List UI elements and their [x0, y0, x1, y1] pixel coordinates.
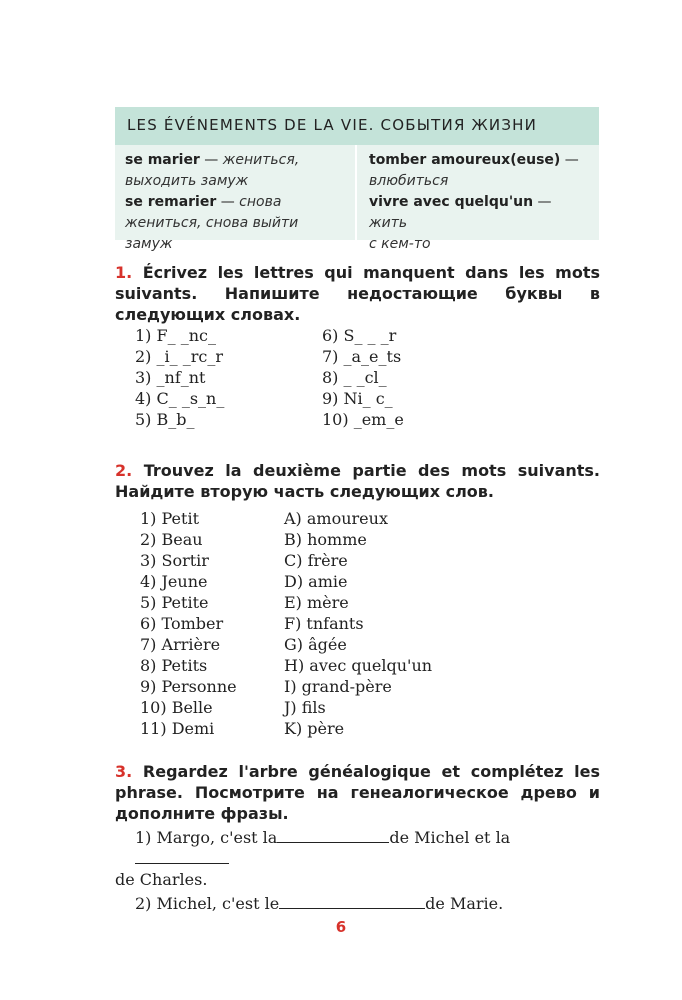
- answer-blank[interactable]: [279, 894, 425, 909]
- list-item: 4) C_ _s_n_: [135, 389, 225, 408]
- list-item: A) amoureux: [284, 509, 388, 528]
- exercise-1-title: 1. Écrivez les lettres qui manquent dans les mots suivants. Напишите недостающие буквы в следующих словах.: [115, 263, 600, 324]
- vocabulary-body: [115, 145, 599, 252]
- list-item: 6) Tomber: [140, 614, 224, 633]
- exercise-3: [115, 761, 600, 914]
- vocab-term: tomber amoureux(euse): [369, 152, 561, 168]
- vocab-translation: выходить замуж: [125, 173, 249, 189]
- exercise-3-title: 3. Regardez l'arbre généalogique et complétez les phrase. Посмотрите на генеалогическое древо и дополните фразы.: [115, 762, 600, 823]
- vocabulary-right-column: tomber amoureux(euse) — влюбиться vivre avec quelqu'un — жить с кем-то: [357, 145, 599, 240]
- answer-blank[interactable]: [277, 828, 389, 843]
- sentence-1: 1) Margo, c'est la de Michel et la: [115, 827, 600, 869]
- exercise-number: 2.: [115, 461, 133, 480]
- list-item: 8) _ _cl_: [322, 368, 387, 387]
- list-item: C) frère: [284, 551, 348, 570]
- list-item: 10) _em_e: [322, 410, 404, 429]
- list-item: 1) F_ _nc_: [135, 326, 216, 345]
- list-item: J) fils: [284, 698, 326, 717]
- page-number: 6: [335, 918, 347, 936]
- vocab-term: vivre avec quelqu'un: [369, 194, 534, 210]
- exercise-2: [115, 460, 600, 739]
- vocabulary-title: LES ÉVÉNEMENTS DE LA VIE. СОБЫТИЯ ЖИЗНИ: [115, 107, 599, 145]
- list-item: 1) Petit: [140, 509, 199, 528]
- list-item: 8) Petits: [140, 656, 208, 675]
- exercise-number: 1.: [115, 263, 133, 282]
- list-item: H) avec quelqu'un: [284, 656, 433, 675]
- vocab-translation: жить: [369, 215, 408, 231]
- exercise-2-items: [115, 508, 600, 739]
- list-item: G) âgée: [284, 635, 347, 654]
- answer-blank[interactable]: [135, 849, 229, 864]
- list-item: 6) S_ _ _r: [322, 326, 397, 345]
- vocab-translation: с кем-то: [369, 236, 431, 252]
- exercise-2-title: 2. Trouvez la deuxième partie des mots suivants. Найдите вторую часть следующих слов.: [115, 461, 601, 501]
- exercise-number: 3.: [115, 762, 133, 781]
- list-item: 2) Beau: [140, 530, 203, 549]
- vocab-translation: жениться,: [222, 152, 300, 168]
- vocab-term: se marier: [125, 152, 200, 168]
- sentence-2: 2) Michel, c'est le de Marie.: [135, 894, 504, 913]
- list-item: 7) Arrière: [140, 635, 221, 654]
- vocabulary-left-column: se marier — жениться, выходить замуж se remarier — снова жениться, снова выйти замуж: [115, 145, 355, 240]
- list-item: K) père: [284, 719, 345, 738]
- list-item: 5) B_b_: [135, 410, 195, 429]
- vocabulary-box: [115, 107, 599, 252]
- list-item: 7) _a_e_ts: [322, 347, 402, 366]
- list-item: 5) Petite: [140, 593, 209, 612]
- list-item: 2) _i_ _rc_r: [135, 347, 223, 366]
- list-item: D) amie: [284, 572, 348, 591]
- list-item: 11) Demi: [140, 719, 215, 738]
- vocab-translation: жениться, снова выйти замуж: [125, 215, 299, 252]
- list-item: B) homme: [284, 530, 367, 549]
- list-item: E) mère: [284, 593, 349, 612]
- vocab-term: se remarier: [125, 194, 217, 210]
- vocab-translation: снова: [239, 194, 282, 210]
- list-item: 10) Belle: [140, 698, 213, 717]
- list-item: 4) Jeune: [140, 572, 208, 591]
- list-item: 3) _nf_nt: [135, 368, 206, 387]
- list-item: 9) Ni_ c_: [322, 389, 393, 408]
- exercise-1-items: [115, 325, 600, 430]
- sentence-1-continued: de Charles.: [115, 870, 208, 889]
- list-item: I) grand-père: [284, 677, 392, 696]
- exercise-1: [115, 262, 600, 430]
- list-item: F) tnfants: [284, 614, 364, 633]
- list-item: 9) Personne: [140, 677, 237, 696]
- vocab-translation: влюбиться: [369, 173, 449, 189]
- list-item: 3) Sortir: [140, 551, 209, 570]
